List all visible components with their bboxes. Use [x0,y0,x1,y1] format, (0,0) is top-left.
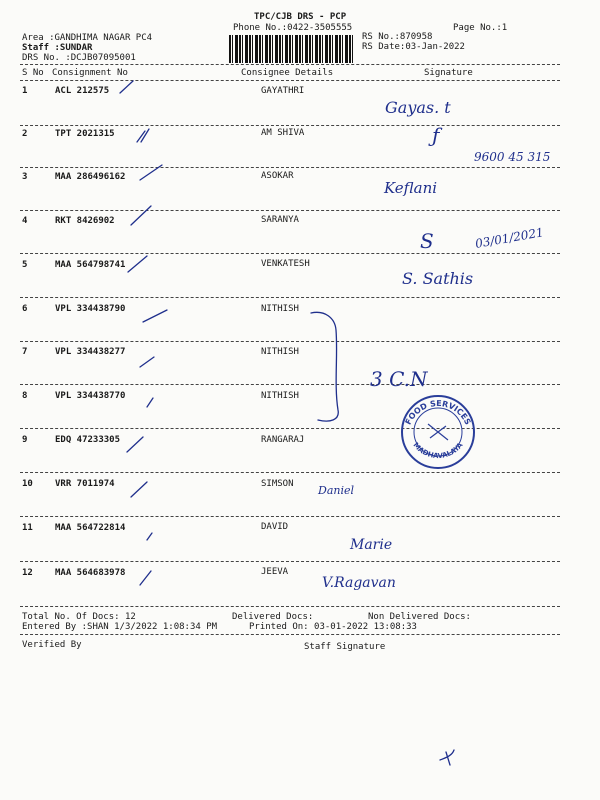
column-header-sno: S No [22,68,44,78]
row-consignment: MAA 564683978 [55,568,126,578]
row-sno: 7 [22,347,28,357]
row-sno: 10 [22,479,33,489]
printed-on: Printed On: 03-01-2022 13:08:33 [249,622,417,632]
tick-mark-11 [147,533,152,540]
row-consignee: NITHISH [261,347,299,357]
row-consignee: GAYATHRI [261,86,305,96]
signature-3: Keflani [384,179,438,197]
row-consignment: TPT 2021315 [55,129,115,139]
signature-7: 3 C.N [370,367,428,391]
tick-mark-12 [140,571,151,585]
row-consignment: VPL 334438790 [55,304,126,314]
row-sno: 6 [22,304,28,314]
row-consignment: VRR 7011974 [55,479,115,489]
tick-mark-1 [120,81,133,93]
svg-text:MADHAVALAYA: MADHAVALAYA [411,441,465,461]
delivered-docs: Delivered Docs: [232,612,314,622]
phone-number: Phone No.:0422-3505555 [233,23,353,33]
row-sno: 2 [22,129,28,139]
row-consignee: JEEVA [261,567,289,577]
tick-mark-7 [140,357,154,367]
row-consignment: ACL 212575 [55,86,110,96]
column-header-signature: Signature [424,68,473,78]
row-consignment: MAA 564722814 [55,523,126,533]
row-sno: 12 [22,568,33,578]
signature-1: Gayas. t [385,98,451,117]
tick-mark-6 [143,310,167,322]
signature-11: Marie [350,537,393,553]
tick-mark-4 [131,206,151,225]
row-consignee: SARANYA [261,215,299,225]
row-consignee: VENKATESH [261,259,310,269]
row-sno: 9 [22,435,28,445]
tick-mark-10 [131,482,147,497]
column-header-consignee: Consignee Details [241,68,334,78]
row-consignee: NITHISH [261,391,299,401]
non-delivered-docs: Non Delivered Docs: [368,612,471,622]
row-consignment: VPL 334438277 [55,347,126,357]
tick-mark-8 [147,398,153,407]
document-title: TPC/CJB DRS - PCP [254,12,347,22]
page-number: Page No.:1 [453,23,508,33]
tick-mark-2 [137,129,149,142]
row-consignee: DAVID [261,522,289,532]
signature-5: S. Sathis [402,269,474,288]
signature-10: Daniel [318,484,355,497]
row-consignee: AM SHIVA [261,128,305,138]
tick-mark-3 [140,165,162,180]
row-sno: 5 [22,260,28,270]
row-consignment: EDQ 47233305 [55,435,121,445]
signature-2: 9600 45 315 [474,150,551,164]
staff-signature-mark [440,750,454,765]
row-consignment: VPL 334438770 [55,391,126,401]
staff-label: Staff :SUNDAR [22,43,93,53]
column-header-consignment: Consignment No [52,68,128,78]
signature-12: V.Ragavan [322,575,396,591]
row-consignee: SIMSON [261,479,294,489]
row-consignment: MAA 564798741 [55,260,126,270]
rs-number: RS No.:870958 [362,32,433,42]
row-consignee: ASOKAR [261,171,294,181]
row-sno: 1 [22,86,28,96]
rs-date: RS Date:03-Jan-2022 [362,42,465,52]
row-sno: 4 [22,216,28,226]
tick-mark-5 [128,256,147,272]
tick-mark-9 [127,437,143,452]
entered-by: Entered By :SHAN 1/3/2022 1:08:34 PM [22,622,218,632]
verified-by: Verified By [22,640,82,650]
row-consignment: RKT 8426902 [55,216,115,226]
row-consignee: RANGARAJ [261,435,305,445]
signature-4-mark: S [420,229,434,253]
area-label: Area :GANDHIMA NAGAR PC4 [22,33,153,43]
total-docs: Total No. Of Docs: 12 [22,612,136,622]
staff-signature-label: Staff Signature [304,642,386,652]
signature-2-mark: ƒ [432,123,440,147]
row-consignment: MAA 286496162 [55,172,126,182]
drs-number: DRS No. :DCJB07095001 [22,53,136,63]
svg-text:FOOD SERVICES: FOOD SERVICES [403,398,473,427]
row-sno: 3 [22,172,28,182]
row-sno: 11 [22,523,33,533]
row-sno: 8 [22,391,28,401]
group-bracket [311,312,338,421]
row-consignee: NITHISH [261,304,299,314]
signature-4: 03/01/2021 [474,225,545,251]
food-services-stamp [402,396,474,468]
